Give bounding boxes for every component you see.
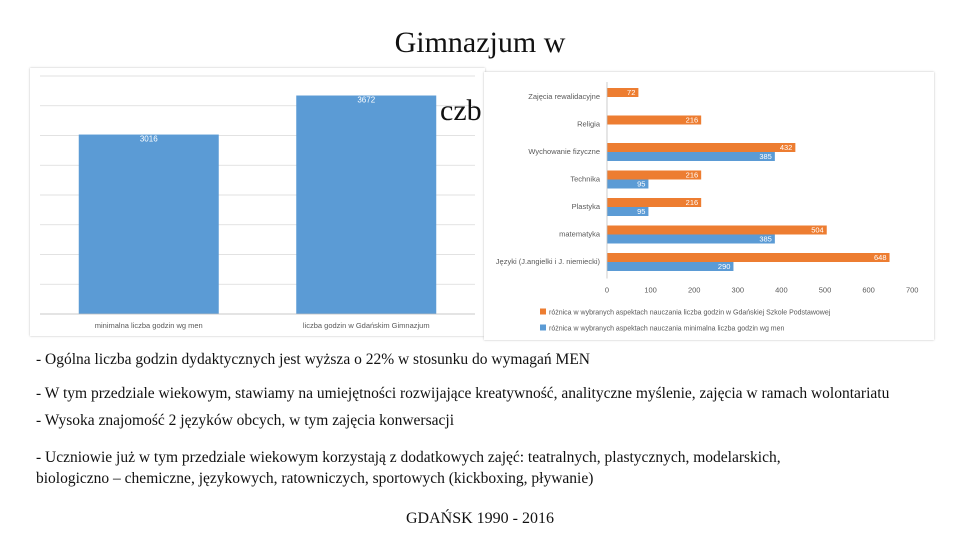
right-category-label: matematyka [559,229,600,239]
right-orange-value-label: 504 [811,225,824,235]
right-category-label: Zajęcia rewalidacyjne [528,92,600,101]
right-x-tick-label: 300 [731,285,745,295]
right-category-label: Religia [577,119,600,129]
right-bar-blue [607,262,733,271]
right-orange-value-label: 72 [627,88,636,97]
right-x-tick-label: 600 [862,285,875,295]
left-category-label: minimalna liczba godzin wg men [94,321,203,330]
right-category-label: Języki (J.angielki i J. niemiecki) [495,257,600,266]
slide-title: Gimnazjum w [394,26,566,59]
left-category-label: liczba godzin w Gdańskim Gimnazjum [302,321,430,330]
title-fragment: czb [440,94,482,127]
right-x-tick-label: 500 [818,285,832,295]
left-bar-value-label: 3672 [357,95,376,105]
right-blue-value-label: 385 [759,234,772,244]
right-blue-value-label: 290 [717,262,731,271]
left-chart-svg [30,68,485,336]
footer: GDAŃSK 1990 - 2016 [406,510,554,527]
right-chart-svg [484,72,934,340]
left-chart [30,68,485,336]
left-bar-value-label: 3016 [139,134,158,144]
right-category-label: Wychowanie fizyczne [528,147,600,156]
right-category-label: Technika [570,174,600,184]
paragraph-activities-1: - Uczniowie już w tym przedziale wiekowym korzystają z dodatkowych zajęć: teatralnych, plastycznych, modelarskich, [36,449,781,466]
legend-label-blue: różnica w wybranych aspektach nauczania minimalna liczba godzin wg men [549,325,785,333]
right-x-tick-label: 200 [687,285,701,295]
right-bar-blue [607,152,775,161]
paragraph-skills: - W tym przedziale wiekowym, stawiamy na umiejętności rozwijające kreatywność, analityczne myślenie, zajęcia w ramach wolontariatu [36,385,890,402]
right-bar-orange [607,143,795,152]
right-bar-orange [607,226,827,235]
right-x-tick-label: 700 [905,285,919,295]
legend-swatch-blue [540,325,546,331]
legend-swatch-orange [540,309,546,315]
right-bar-blue [607,235,775,244]
right-x-tick-label: 0 [604,285,610,295]
right-x-tick-label: 100 [644,285,657,295]
right-blue-value-label: 95 [637,179,646,189]
paragraph-hours: - Ogólna liczba godzin dydaktycznych jest wyższa o 22% w stosunku do wymagań MEN [36,351,590,368]
right-blue-value-label: 95 [637,207,646,216]
right-bar-orange [607,253,890,262]
right-orange-value-label: 216 [685,115,699,125]
legend-label-orange: różnica w wybranych aspektach nauczania liczba godzin w Gdańskiej Szkole Podstawowej [549,309,831,317]
right-chart [484,72,934,340]
left-bar [296,96,436,314]
right-orange-value-label: 648 [874,253,887,262]
right-category-label: Plastyka [571,202,600,211]
right-orange-value-label: 216 [685,198,699,207]
right-x-tick-label: 400 [775,285,788,295]
right-blue-value-label: 385 [759,152,772,161]
right-orange-value-label: 432 [779,143,793,152]
paragraph-languages: - Wysoka znajomość 2 języków obcych, w tym zajęcia konwersacji [36,412,455,429]
paragraph-activities-2: biologiczno – chemiczne, językowych, ratowniczych, sportowych (kickboxing, pływanie) [36,470,594,487]
left-bar [79,135,219,314]
right-orange-value-label: 216 [685,170,699,180]
